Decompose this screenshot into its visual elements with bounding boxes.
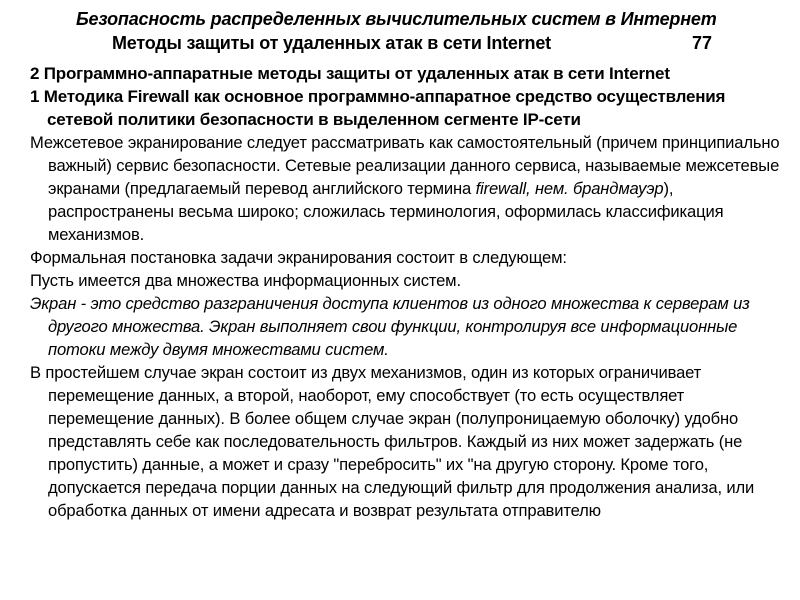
paragraph-firewall-intro-start: Межсетевое экранирование следует рассматривать как самостоятельный (причем принципиально важный) сервис безопасности. Сетевые реализации данного сервиса, называемые межсетевые экранами (предлагаемый перевод английского термина	[30, 133, 780, 198]
paragraph-firewall-intro-end: ), распространены весьма широко; сложилась терминология, оформилась классификация механизмов.	[48, 179, 724, 244]
paragraph-firewall-intro	[30, 131, 782, 246]
paragraph-screen-mechanisms: В простейшем случае экран состоит из двух механизмов, один из которых ограничивает перемещение данных, а второй, наоборот, ему способствует (то есть осуществляет перемещение данных). В более общем случае экран (полупроницаемую оболочку) удобно представлять себе как последовательность фильтров. Каждый из них может задержать (не пропустить) данные, а может и сразу "перебросить" их "на другую сторону. Кроме того, допускается передача порции данных на следующий фильтр для продолжения анализа, или обработка данных от имени адресата и возврат результата отправителю	[30, 363, 755, 520]
slide-content	[30, 62, 782, 522]
subsection-heading: 1 Методика Firewall как основное программно-аппаратное средство осуществления сетевой политики безопасности в выделенном сегменте IP-сети	[30, 87, 726, 129]
topic-title: Методы защиты от удаленных атак в сети Internet	[112, 33, 551, 53]
paragraph-task-statement: Формальная постановка задачи экранирования состоит в следующем:	[30, 248, 567, 267]
slide-header	[0, 4, 800, 58]
section-heading: 2 Программно-аппаратные методы защиты от удаленных атак в сети Internet	[30, 64, 670, 83]
header-topic-row	[112, 32, 712, 54]
paragraph-screen-definition: Экран - это средство разграничения доступа клиентов из одного множества к серверам из другого множества. Экран выполняет свои функции, контролируя все информационные потоки между двумя множествами систем.	[30, 294, 750, 359]
course-title: Безопасность распределенных вычислительных систем в Интернет	[76, 9, 717, 29]
paragraph-two-sets: Пусть имеется два множества информационных систем.	[30, 271, 461, 290]
firewall-term: firewall, нем. брандмауэр	[475, 179, 664, 198]
page-number: 77	[692, 33, 713, 53]
